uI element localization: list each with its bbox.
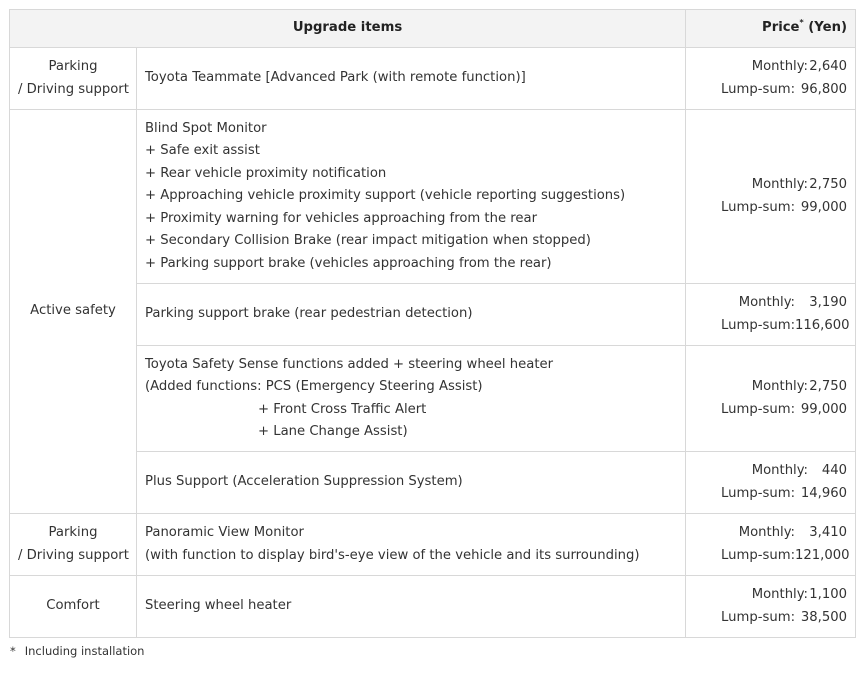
item-line: + Secondary Collision Brake (rear impact mitigation when stopped) [145,233,591,249]
category-cell-parking [10,48,137,110]
monthly-price: Monthly: 440 [751,463,848,478]
item-line: Parking support brake (rear pedestrian detection) [145,306,473,322]
table-row [10,110,856,284]
item-line: Steering wheel heater [145,598,292,614]
item-cell [137,514,686,576]
item-line: Blind Spot Monitor [145,120,267,136]
lump-sum-price: Lump-sum: 99,000 [721,401,848,417]
item-line: + Lane Change Assist) [258,424,408,439]
item-line: (with function to display bird's-eye view of the vehicle and its surrounding) [145,547,640,563]
item-line: Panoramic View Monitor [145,525,304,540]
category-label: / Driving support [18,81,129,97]
price-cell [686,110,856,284]
price-cell [686,48,856,110]
footnote-asterisk: * [10,644,16,658]
price-header [686,10,856,48]
item-line: + Rear vehicle proximity notification [145,165,387,181]
table-row [10,576,856,638]
monthly-price: Monthly: 3,410 [738,525,848,540]
price-header-label: Price [762,20,800,36]
category-label: Parking [48,59,98,74]
item-cell [137,452,686,514]
lump-sum-price: Lump-sum: 99,000 [721,199,848,215]
lump-sum-price: Lump-sum: 38,500 [721,609,848,625]
item-cell [137,576,686,638]
table-row [10,514,856,576]
item-line: + Proximity warning for vehicles approaching from the rear [145,210,538,226]
table-row [10,284,856,346]
item-line: + Safe exit assist [145,143,260,159]
item-line: + Front Cross Traffic Alert [258,401,427,417]
table-row [10,452,856,514]
item-line: + Parking support brake (vehicles approaching from the rear) [145,255,552,271]
lump-sum-price: Lump-sum: 14,960 [721,485,848,501]
table-row [10,346,856,452]
footnote-text: Including installation [24,644,145,658]
item-line: Toyota Teammate [Advanced Park (with remote function)] [145,70,526,86]
lump-sum-price: Lump-sum: 96,800 [721,81,848,97]
item-cell [137,110,686,284]
lump-sum-price: Lump-sum:116,600 [721,317,850,333]
price-header-asterisk: * [799,17,804,27]
monthly-price: Monthly:2,750 [751,177,848,192]
monthly-price: Monthly:2,640 [751,59,848,74]
item-line: + Approaching vehicle proximity support (vehicle reporting suggestions) [145,188,626,204]
table-header-row [10,10,856,48]
item-line: (Added functions: PCS (Emergency Steering Assist) [145,379,483,394]
item-line: Toyota Safety Sense functions added + steering wheel heater [145,356,554,372]
category-label: Comfort [46,598,100,614]
footnote [10,644,144,658]
item-cell [137,48,686,110]
monthly-price: Monthly: 3,190 [738,295,848,310]
lump-sum-price: Lump-sum:121,000 [721,547,850,563]
price-cell [686,576,856,638]
monthly-price: Monthly:2,750 [751,379,848,394]
table-row [10,48,856,110]
price-cell [686,284,856,346]
item-cell [137,346,686,452]
category-cell-active-safety [10,110,137,514]
category-label: Active safety [30,303,116,319]
price-cell [686,452,856,514]
upgrade-items-header: Upgrade items [10,10,686,48]
item-line: Plus Support (Acceleration Suppression System) [145,474,463,490]
price-cell [686,514,856,576]
monthly-price: Monthly:1,100 [751,587,848,602]
category-cell-comfort [10,576,137,638]
category-label: / Driving support [18,547,129,563]
upgrade-price-table [9,9,856,638]
price-cell [686,346,856,452]
category-cell-parking [10,514,137,576]
category-label: Parking [48,525,98,540]
price-header-unit: (Yen) [808,20,848,36]
item-cell [137,284,686,346]
